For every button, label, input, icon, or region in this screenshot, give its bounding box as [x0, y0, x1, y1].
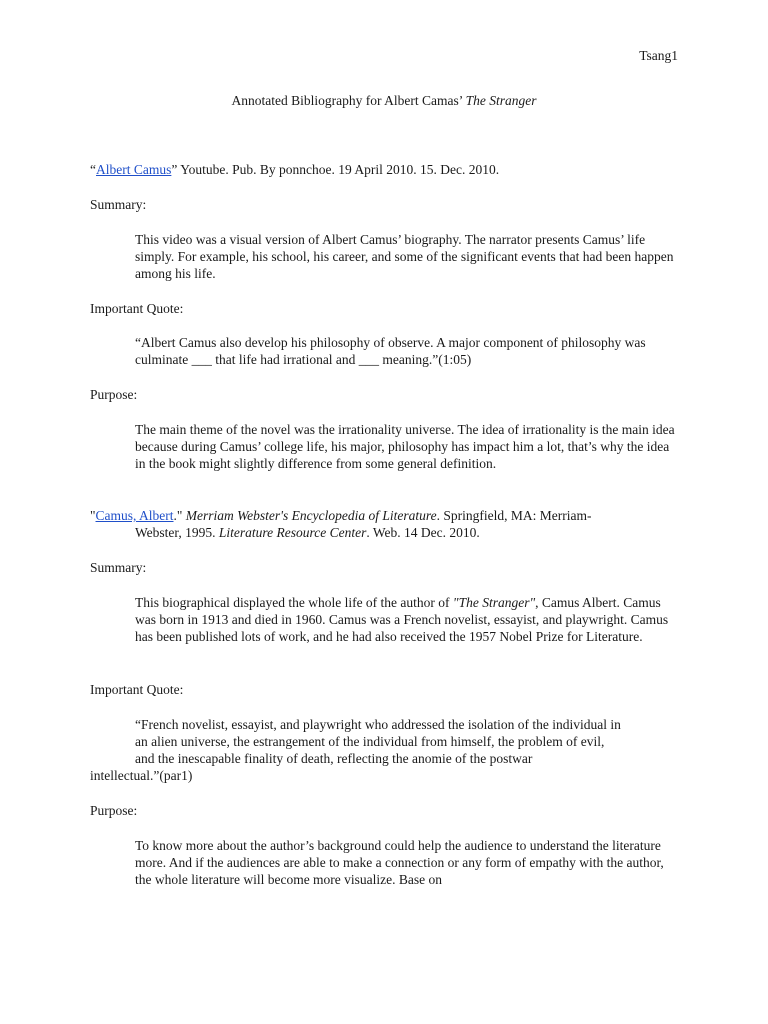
entry1-summary-text: This video was a visual version of Albert Camus’ biography. The narrator presents Camus’ life simply. For example, his school, his career, and some of the significant events that had been happen among his life.	[135, 232, 674, 281]
entry2-database-title: Literature Resource Center	[218, 525, 367, 540]
entry1-quote-label: Important Quote:	[90, 301, 184, 316]
entry2-purpose-text: To know more about the author’s background could help the audience to understand the literature more. And if the audiences are able to make a connection or any form of empathy with the author, the whole literature will become more visualize. Base on	[135, 838, 664, 887]
running-header: Tsang1	[639, 48, 678, 63]
title-prefix: Annotated Bibliography for Albert Camas’	[231, 93, 466, 108]
entry2-quote-text: “French novelist, essayist, and playwright who addressed the isolation of the individual in an alien universe, the estrangement of the individual from himself, the problem of evil, and the inescapable finality of death, reflecting the anomie of the postwar intellectual.”(par1)	[90, 717, 621, 783]
entry2-citation-link[interactable]: Camus, Albert	[95, 508, 174, 523]
entry1-summary-label: Summary:	[90, 197, 147, 212]
entry2-citation: "Camus, Albert." Merriam Webster's Encyclopedia of Literature. Springfield, MA: Merriam- Webster, 1995. Literature Resource Center. Web. 14 Dec. 2010.	[90, 508, 592, 540]
entry1-purpose-text: The main theme of the novel was the irrationality universe. The idea of irrationality is the main idea because during Camus’ college life, his major, philosophy has impact him a lot, that’s why the idea in the book might slightly difference from some general definition.	[135, 422, 675, 471]
entry1-purpose-label: Purpose:	[90, 387, 138, 402]
entry1-citation-link[interactable]: Albert Camus	[96, 162, 172, 177]
page-title	[0, 92, 768, 109]
entry2-summary-text: This biographical displayed the whole life of the author of "The Stranger", Camus Albert. Camus was born in 1913 and died in 1960. Camus was a French novelist, essayist, and playwright. Camus has been published lots of work, and he had also received the 1957 Nobel Prize for Literature.	[135, 595, 669, 644]
title-book: The Stranger	[465, 93, 537, 108]
entry1-citation: “Albert Camus” Youtube. Pub. By ponnchoe. 19 April 2010. 15. Dec. 2010.	[90, 162, 500, 177]
entry1-quote-text: “Albert Camus also develop his philosophy of observe. A major component of philosophy was culminate ___ that life had irrational and ___ meaning.”(1:05)	[135, 335, 646, 367]
entry2-purpose-label: Purpose:	[90, 803, 138, 818]
entry2-quote-label: Important Quote:	[90, 682, 184, 697]
entry2-source-title: Merriam Webster's Encyclopedia of Literature	[185, 508, 437, 523]
entry2-summary-label: Summary:	[90, 560, 147, 575]
